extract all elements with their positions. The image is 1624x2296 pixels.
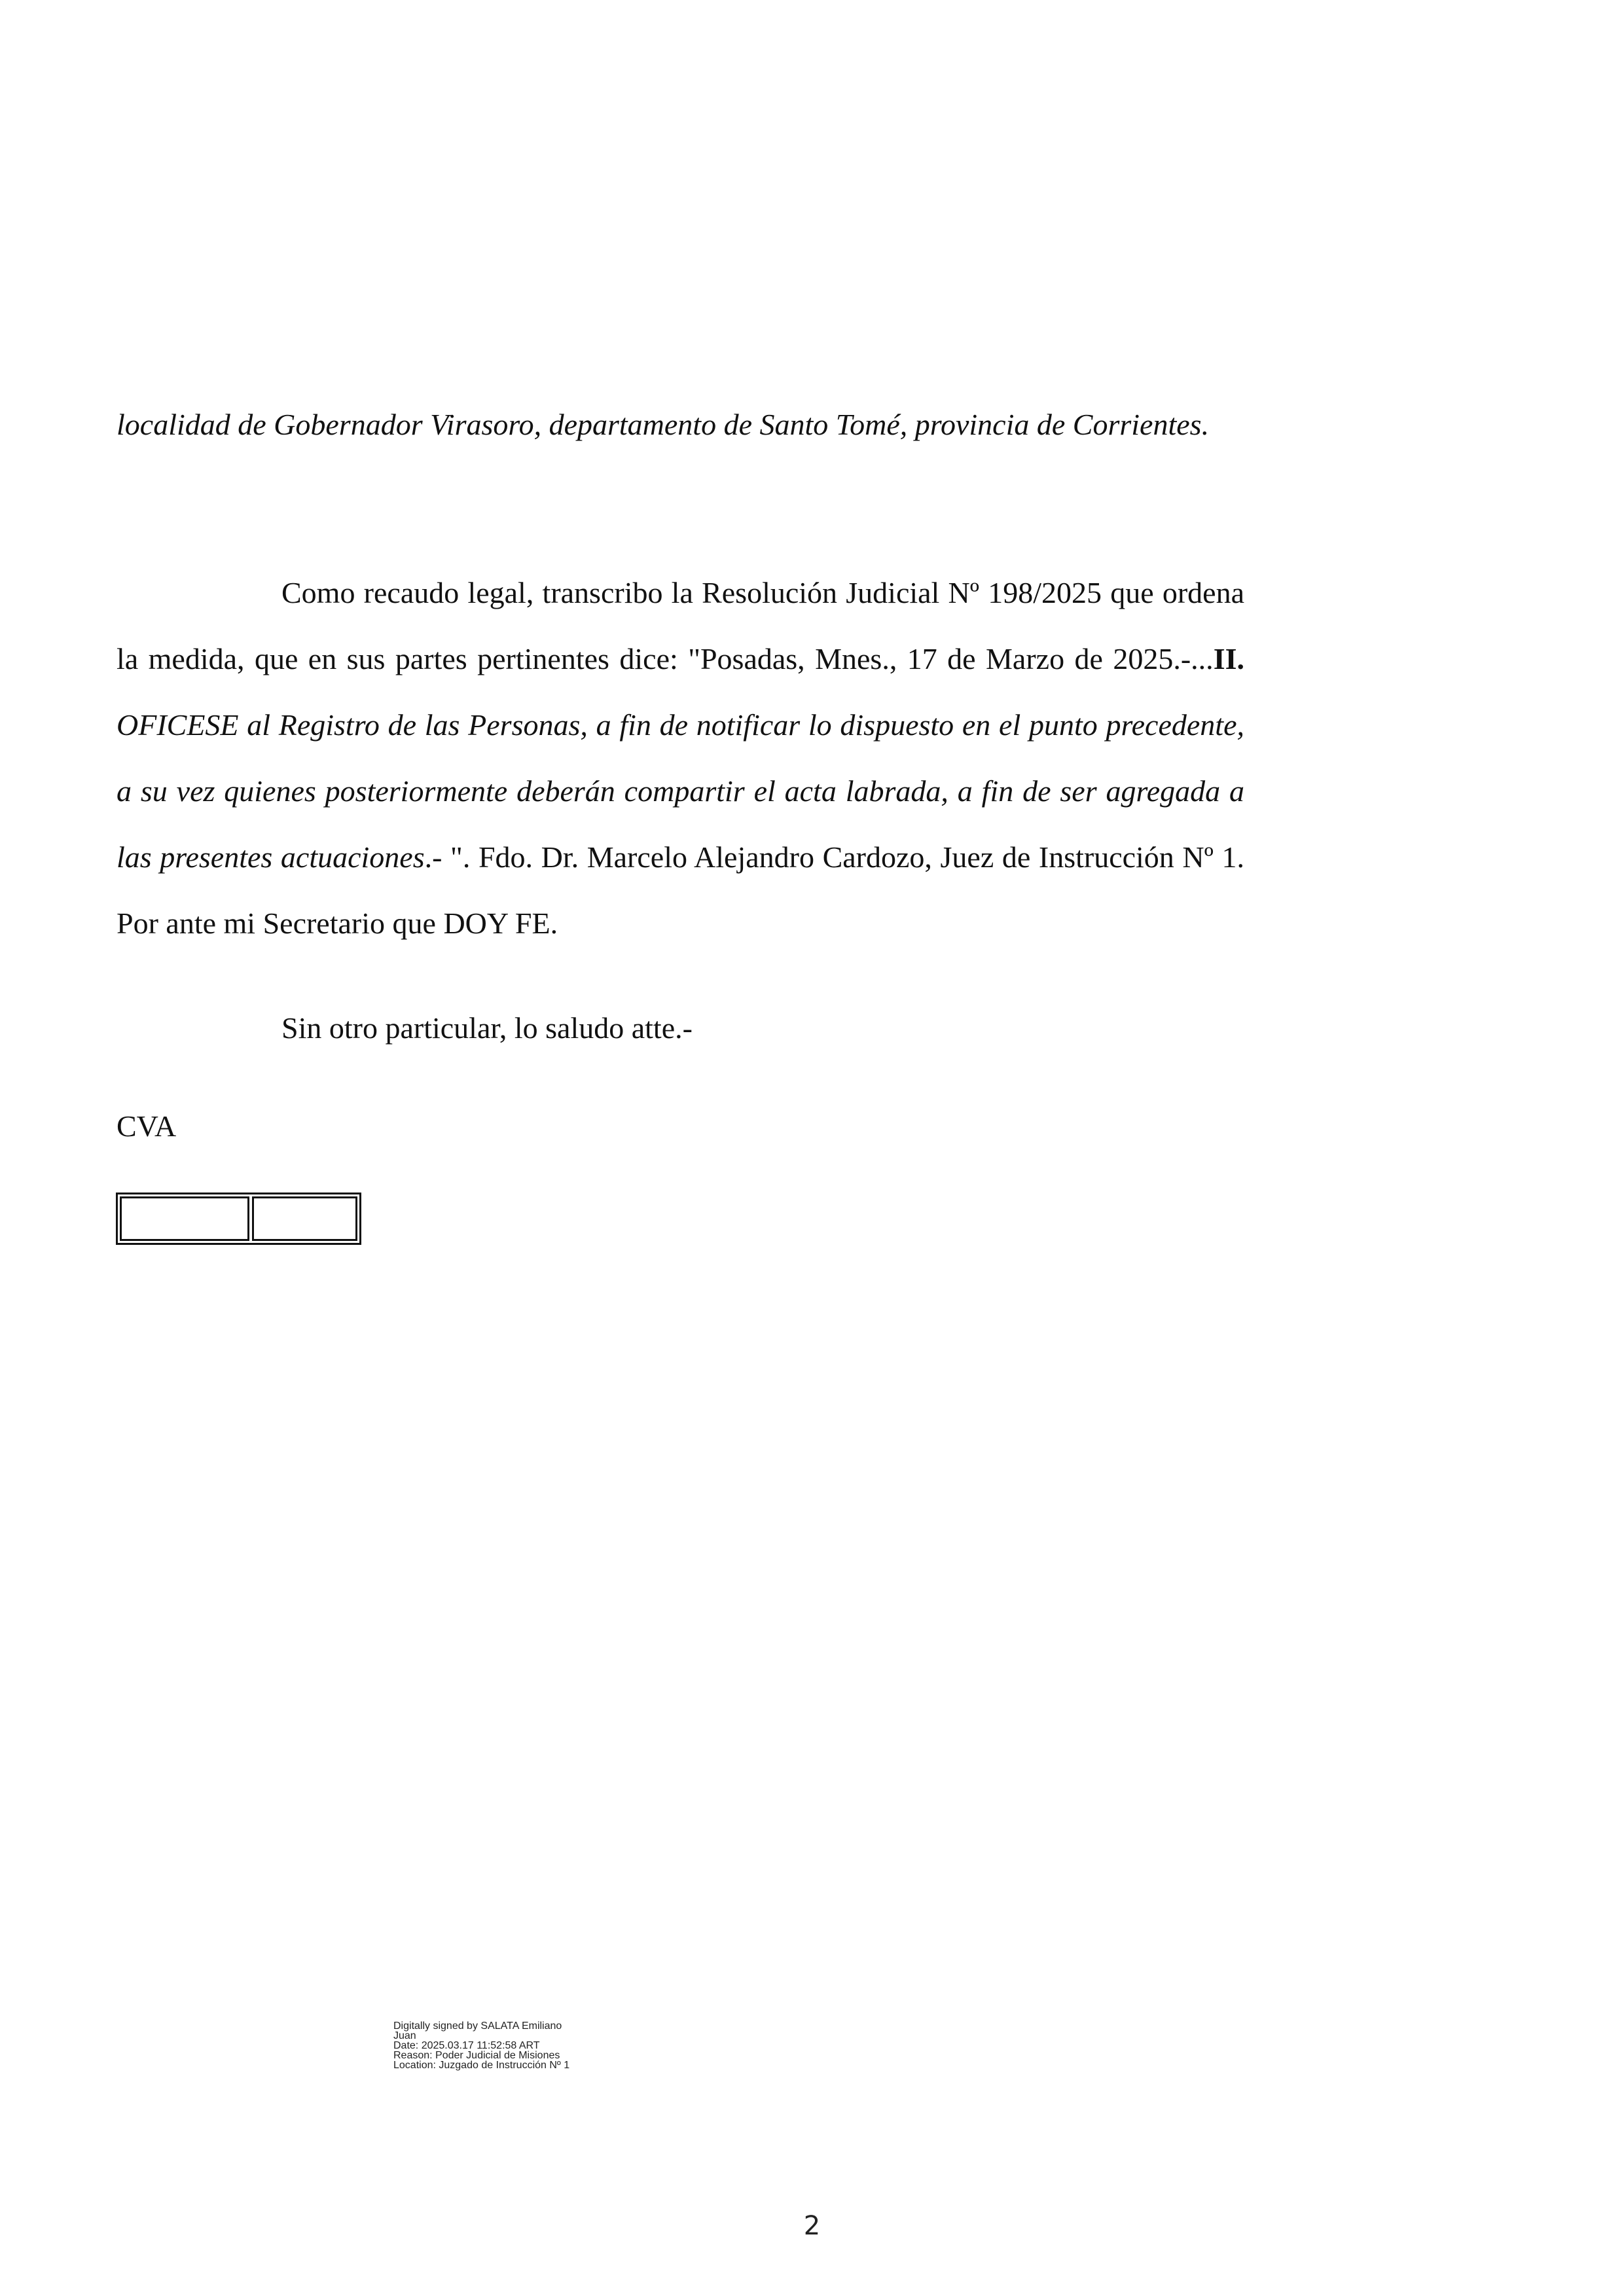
initials: [117, 1093, 1244, 1159]
initials-text: CVA: [117, 1109, 177, 1143]
digital-signature-block: [393, 2021, 655, 2070]
paragraph-resolution: [117, 560, 1244, 956]
signature-table: [116, 1193, 361, 1245]
resolution-quote: OFICESE al Registro de las Personas, a fin de notificar lo dispuesto en el punto precedente, a su vez quienes posteriormente deberán compartir el acta labrada, a fin de ser agregada a las presentes actuaciones: [117, 708, 1244, 874]
paragraph-location: [117, 391, 1244, 457]
resolution-intro: Como recaudo legal, transcribo la Resolución Judicial Nº 198/2025 que ordena la medida, que en sus partes pertinentes dice: "Posadas, Mnes., 17 de Marzo de 2025.-...: [117, 576, 1244, 675]
digital-signature-line: Digitally signed by SALATA Emiliano: [393, 2020, 562, 2032]
digital-signature-line: Juan: [393, 2030, 416, 2041]
closing-text: Sin otro particular, lo saludo atte.-: [281, 1011, 693, 1045]
signature-cell-left: [120, 1196, 249, 1241]
digital-signature-reason: Reason: Poder Judicial de Misiones: [393, 2050, 560, 2061]
digital-signature-location: Location: Juzgado de Instrucción Nº 1: [393, 2060, 570, 2071]
resolution-closing: .- ". Fdo. Dr. Marcelo Alejandro Cardozo, Juez de Instrucción Nº 1. Por ante mi Secretario que DOY FE.: [117, 840, 1244, 940]
location-text: localidad de Gobernador Virasoro, departamento de Santo Tomé, provincia de Corrientes.: [117, 408, 1210, 441]
paragraph-closing: [117, 995, 1244, 1061]
page-number: 2: [803, 2211, 821, 2241]
resolution-point-marker: II.: [1213, 642, 1244, 675]
signature-cell-right: [252, 1196, 357, 1241]
digital-signature-date: Date: 2025.03.17 11:52:58 ART: [393, 2040, 540, 2051]
